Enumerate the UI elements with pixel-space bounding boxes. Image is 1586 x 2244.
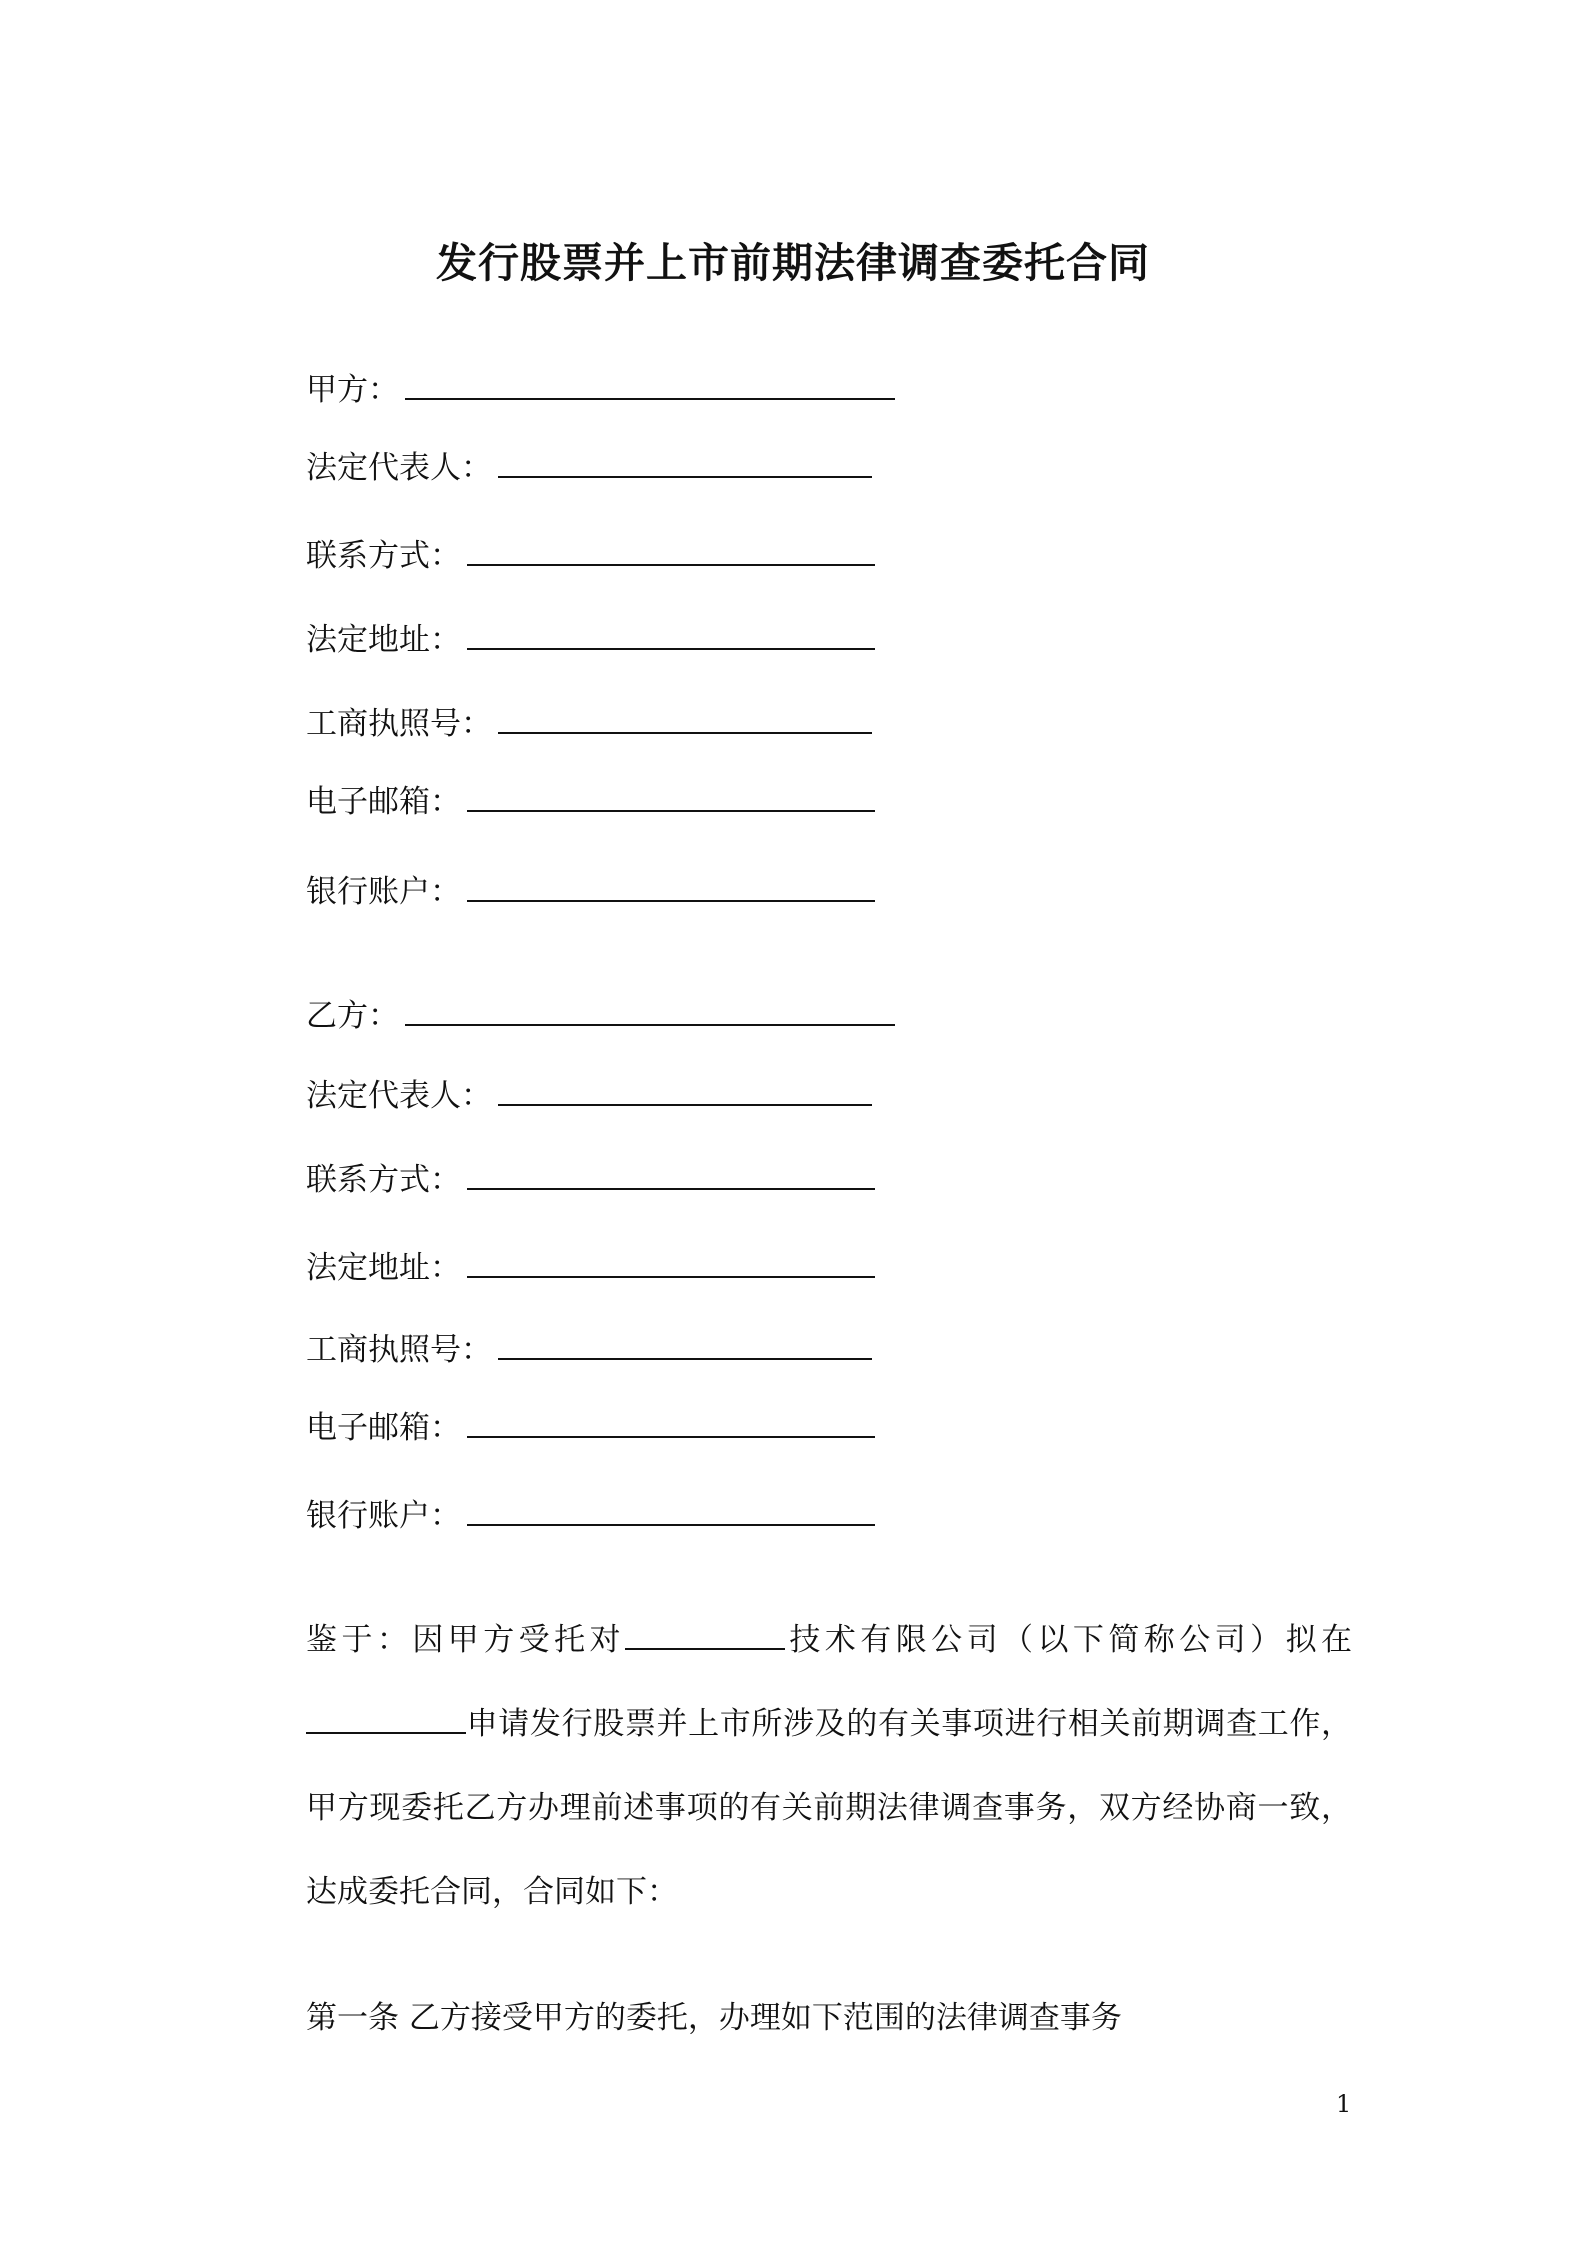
party-a-contact-field: [306, 534, 875, 578]
recital-part2: 技术有限公司（以下简称公司）拟在: [784, 1622, 1353, 1658]
party-a-license-label: 工商执照号：: [306, 706, 492, 742]
party-a-bank-blank[interactable]: [467, 896, 875, 902]
party-a-contact-label: 联系方式：: [306, 538, 461, 574]
party-a-rep-blank[interactable]: [498, 472, 872, 478]
recital-part1: 鉴于：因甲方受托对: [306, 1622, 625, 1658]
party-a-bank-label: 银行账户：: [306, 874, 461, 910]
party-a-email-label: 电子邮箱：: [306, 784, 461, 820]
party-a-rep-label: 法定代表人：: [306, 450, 492, 486]
party-a-license-field: [306, 702, 872, 746]
party-b-email-blank[interactable]: [467, 1432, 875, 1438]
party-a-field: [306, 368, 895, 412]
party-b-license-field: [306, 1328, 872, 1372]
party-b-contact-field: [306, 1158, 875, 1202]
party-b-contact-label: 联系方式：: [306, 1162, 461, 1198]
article-one-heading: 第一条 乙方接受甲方的委托，办理如下范围的法律调查事务: [306, 2000, 1122, 2036]
party-b-email-label: 电子邮箱：: [306, 1410, 461, 1446]
party-b-license-blank[interactable]: [498, 1354, 872, 1360]
party-a-email-field: [306, 780, 875, 824]
party-a-blank[interactable]: [405, 394, 895, 400]
recital-part3: 申请发行股票并上市所涉及的有关事项进行相关前期调查工作，甲方现委托乙方办理前述事项的有关前期法律调查事务，双方经协商一致，达成委托合同，合同如下：: [306, 1706, 1352, 1910]
company-name-blank[interactable]: [625, 1622, 785, 1650]
party-b-address-field: [306, 1246, 875, 1290]
party-a-license-blank[interactable]: [498, 728, 872, 734]
document-title: 发行股票并上市前期法律调查委托合同: [436, 239, 1150, 287]
recital-paragraph: [240, 1598, 1352, 1934]
party-b-address-label: 法定地址：: [306, 1250, 461, 1286]
party-b-license-label: 工商执照号：: [306, 1332, 492, 1368]
party-b-bank-field: [306, 1494, 875, 1538]
party-b-rep-field: [306, 1074, 872, 1118]
party-b-blank[interactable]: [405, 1020, 895, 1026]
party-a-address-field: [306, 618, 875, 662]
page-number: 1: [1336, 2090, 1352, 2118]
party-a-address-blank[interactable]: [467, 644, 875, 650]
party-b-rep-blank[interactable]: [498, 1100, 872, 1106]
listing-venue-blank[interactable]: [306, 1706, 466, 1734]
party-b-bank-blank[interactable]: [467, 1520, 875, 1526]
party-b-bank-label: 银行账户：: [306, 1498, 461, 1534]
party-b-contact-blank[interactable]: [467, 1184, 875, 1190]
party-b-address-blank[interactable]: [467, 1272, 875, 1278]
party-a-label: 甲方：: [306, 372, 399, 408]
party-b-field: [306, 994, 895, 1038]
party-a-contact-blank[interactable]: [467, 560, 875, 566]
party-a-bank-field: [306, 870, 875, 914]
party-b-email-field: [306, 1406, 875, 1450]
party-a-email-blank[interactable]: [467, 806, 875, 812]
party-a-address-label: 法定地址：: [306, 622, 461, 658]
party-b-label: 乙方：: [306, 998, 399, 1034]
party-a-rep-field: [306, 446, 872, 490]
party-b-rep-label: 法定代表人：: [306, 1078, 492, 1114]
